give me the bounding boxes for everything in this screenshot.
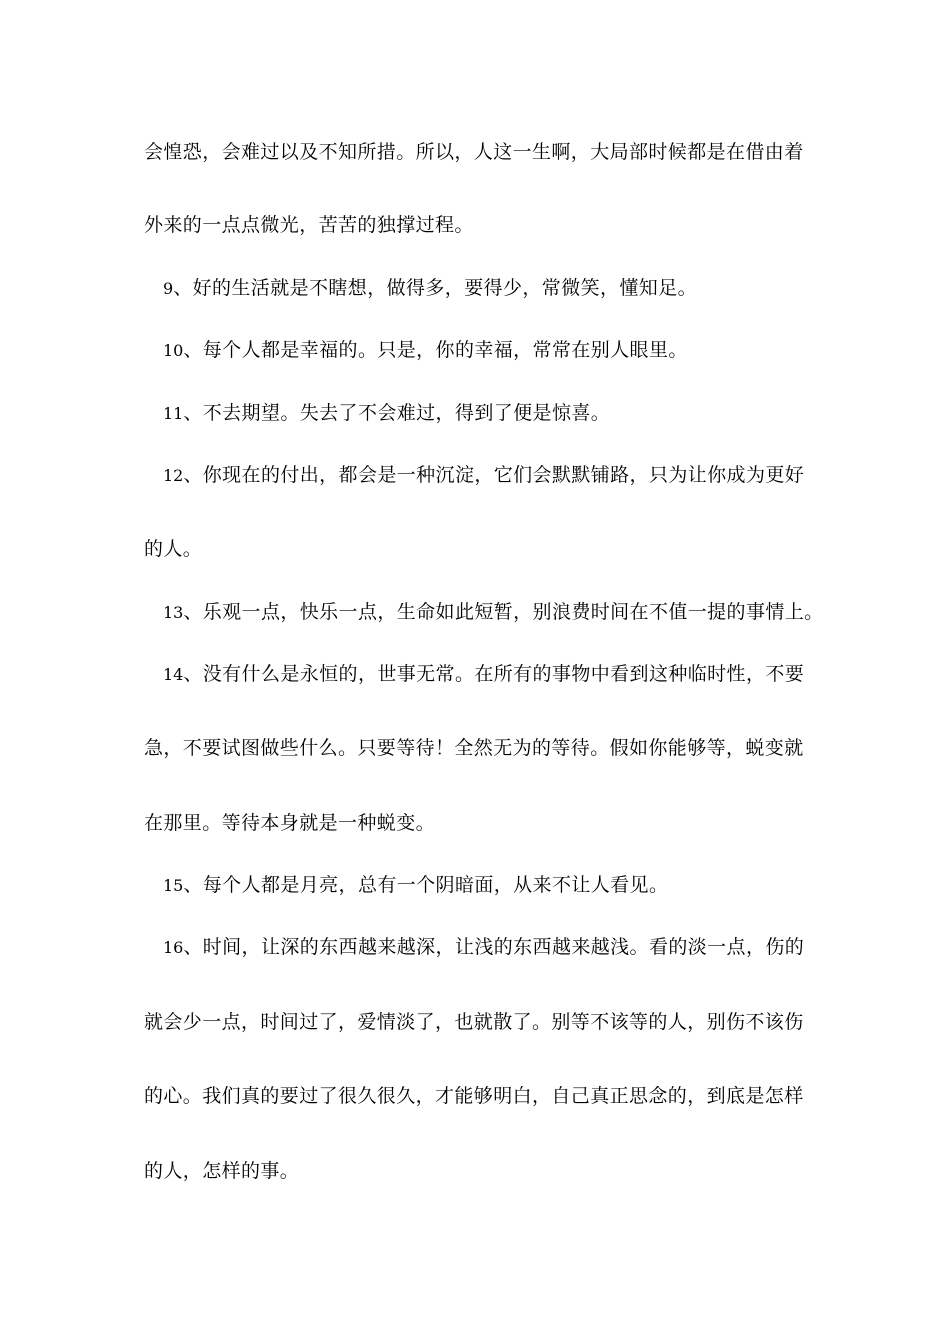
paragraph-line [144,537,202,561]
item-text: 就会少一点，时间过了，爱情淡了，也就散了。别等不该等的人，别伤不该伤 [144,1011,804,1033]
paragraph-line [144,1159,299,1183]
item-text: 会惶恐，会难过以及不知所措。所以，人这一生啊，大局部时候都是在借由着 [144,141,804,163]
item-text: 、好的生活就是不瞎想，做得多，要得少，常微笑，懂知足。 [173,277,697,299]
item-text: 、你现在的付出，都会是一种沉淀，它们会默默铺路，只为让你成为更好 [183,464,805,486]
list-item-10 [163,338,688,363]
item-text: 的心。我们真的要过了很久很久，才能够明白，自己真正思念的，到底是怎样 [144,1085,804,1107]
list-item-9 [163,276,697,301]
paragraph-line [144,811,435,835]
list-item-12 [163,463,804,488]
paragraph-line [144,140,804,164]
item-text: 、乐观一点，快乐一点，生命如此短暂，别浪费时间在不值一提的事情上。 [183,601,824,623]
item-number: 16 [163,938,184,957]
item-text: 、每个人都是幸福的。只是，你的幸福，常常在别人眼里。 [183,339,688,361]
list-item-15 [163,873,668,898]
item-number: 9 [163,279,174,298]
list-item-13 [163,600,824,625]
list-item-14 [163,662,804,687]
item-text: 、时间，让深的东西越来越深，让浅的东西越来越浅。看的淡一点，伤的 [183,936,805,958]
item-number: 14 [163,665,184,684]
item-text: 、每个人都是月亮，总有一个阴暗面，从来不让人看见。 [183,874,669,896]
item-text: 、没有什么是永恒的，世事无常。在所有的事物中看到这种临时性，不要 [183,663,805,685]
item-number: 13 [163,603,184,622]
item-number: 15 [163,876,184,895]
paragraph-line [144,1010,804,1034]
item-number: 12 [163,466,184,485]
item-text: 、不去期望。失去了不会难过，得到了便是惊喜。 [183,402,611,424]
item-number: 11 [163,404,184,423]
item-text: 的人。 [144,538,203,560]
item-text: 的人，怎样的事。 [144,1160,300,1182]
paragraph-line [144,213,474,237]
item-text: 外来的一点点微光，苦苦的独撑过程。 [144,214,474,236]
paragraph-line [144,736,804,760]
paragraph-line [144,1084,804,1108]
item-text: 急，不要试图做些什么。只要等待！全然无为的等待。假如你能够等，蜕变就 [144,737,804,759]
item-number: 10 [163,341,184,360]
item-text: 在那里。等待本身就是一种蜕变。 [144,812,436,834]
list-item-11 [163,401,610,426]
list-item-16 [163,935,804,960]
